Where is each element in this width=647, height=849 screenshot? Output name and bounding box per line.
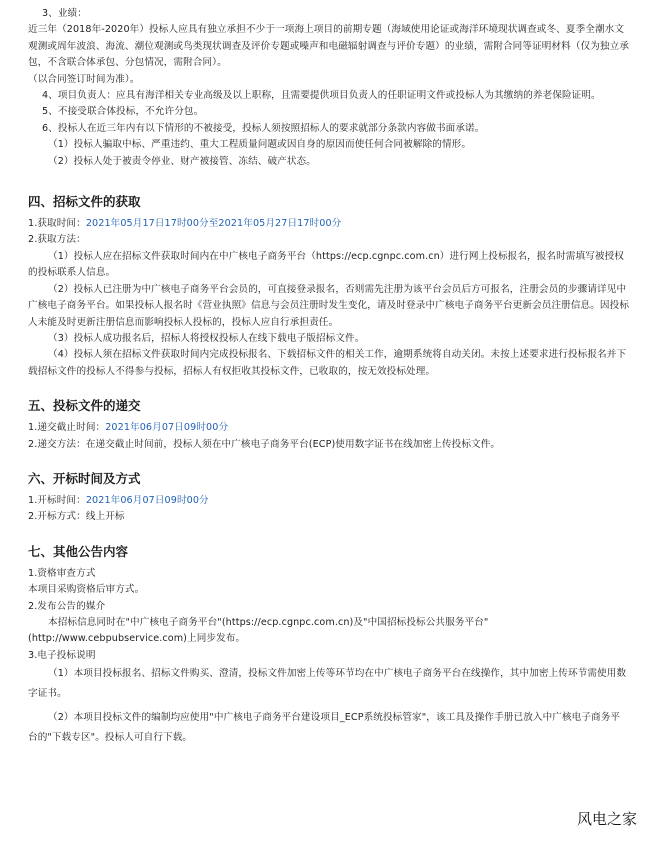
submission-deadline-row (20, 420, 629, 436)
acquisition-method-2: （2）投标人已注册为中广核电子商务平台会员的，可直接登录报名，否则需先注册为该平台会员后方可报名，注册会员的步骤请详见中广核电子商务平台。如果投标人报名时《营业执照》信息与会员注册时发生变化，请及时登录中广核电子商务平台更新会员注册信息。因投标人未能及时更新注册信息而影响投标人投标的，投标人应自行承担责任。 (28, 283, 630, 328)
qualification-performance-text: 近三年（2018年-2020年）投标人应具有独立承担不少于一项海上项目的前期专题（海域使用论证或海洋环境现状调查或冬、夏季全潮水文观测或周年波浪、海流、潮位观测或鸟类现状调查及评价专题或噪声和电磁辐射调查与评价专题）的业绩，需附合同等证明材料（仅为独立承包，不含联合体承包、分包情况，需附合同）。 (28, 24, 630, 69)
e-bidding-title: 3.电子投标说明 (28, 649, 96, 661)
exclusion-item-2: （2）投标人处于被责令停业、财产被接管、冻结、破产状态。 (48, 155, 316, 167)
exclusion-item-1: （1）投标人骗取中标、严重违约、重大工程质量问题或因自身的原因而使任何合同被解除的情形。 (48, 139, 472, 151)
section-heading-bid-opening: 六、开标时间及方式 (28, 470, 141, 486)
review-method-title: 1.资格审查方式 (28, 567, 96, 579)
submission-deadline-label: 1.递交截止时间： (28, 422, 106, 434)
acquisition-time-label: 1.获取时间： (28, 218, 86, 230)
submission-deadline-value: 2021年06月07日09时00分 (105, 422, 229, 434)
watermark-logo-text: 风电之家 (576, 810, 637, 828)
opening-time-label: 1.开标时间： (28, 494, 86, 506)
section-heading-bid-submission: 五、投标文件的递交 (28, 398, 141, 414)
acquisition-method-label: 2.获取方法： (28, 234, 86, 246)
acquisition-time-value: 2021年05月17日17时00分至2021年05月27日17时00分 (85, 218, 342, 230)
opening-time-value: 2021年06月07日09时00分 (85, 494, 209, 506)
acquisition-time-row (20, 216, 629, 232)
acquisition-method-3: （3）投标人成功报名后，招标人将授权投标人在线下载电子版招标文件。 (48, 332, 365, 344)
opening-method: 2.开标方式：线上开标 (28, 511, 125, 523)
section-heading-other-content: 七、其他公告内容 (28, 543, 129, 559)
qualification-performance-title: 3、业绩： (42, 8, 87, 19)
publication-media-text: 本招标信息同时在"中广核电子商务平台"(https://ecp.cgnpc.com.cn)及"中国招标投标公共服务平台"(http://www.cebpubservice.com)上同步发布。 (28, 616, 489, 645)
publication-media-title: 2.发布公告的媒介 (28, 600, 106, 612)
qualification-performance-note: （以合同签订时间为准）。 (28, 73, 140, 85)
submission-method: 2.递交方法：在递交截止时间前，投标人须在中广核电子商务平台(ECP)使用数字证书在线加密上传投标文件。 (28, 438, 501, 450)
e-bidding-item-1: （1）本项目投标报名、招标文件购买、澄清，投标文件加密上传等环节均在中广核电子商务平台在线操作，其中加密上传环节需使用数字证书。 (28, 668, 627, 700)
consortium-requirement: 5、不接受联合体投标，不允许分包。 (42, 106, 204, 118)
opening-time-row (20, 493, 629, 509)
acquisition-method-1: （1）投标人应在招标文件获取时间内在中广核电子商务平台（https://ecp.cgnpc.com.cn）进行网上投标报名，报名时需填写被授权的投标联系人信息。 (28, 250, 624, 279)
e-bidding-item-2: （2）本项目投标文件的编制均应使用"中广核电子商务平台建设项目_ECP系统投标管家"，该工具及操作手册已放入中广核电子商务平台的"下载专区"。投标人可自行下载。 (28, 712, 621, 744)
exclusion-conditions: 6、投标人在近三年内有以下情形的不被接受，投标人须按照招标人的要求就部分条款内容做书面承诺。 (42, 122, 485, 134)
project-manager-requirement: 4、项目负责人：应具有海洋相关专业高级及以上职称，且需要提供项目负责人的任职证明文件或投标人为其缴纳的养老保险证明。 (42, 90, 601, 102)
review-method-text: 本项目采购资格后审方式。 (28, 584, 145, 596)
acquisition-method-4: （4）投标人须在招标文件获取时间内完成投标报名、下载招标文件的相关工作，逾期系统将自动关闭。未按上述要求进行投标报名并下载招标文件的投标人不得参与投标，招标人有权拒收其投标文件，已收取的，按无效投标处理。 (28, 349, 627, 377)
section-heading-doc-acquisition: 四、招标文件的获取 (28, 194, 141, 210)
